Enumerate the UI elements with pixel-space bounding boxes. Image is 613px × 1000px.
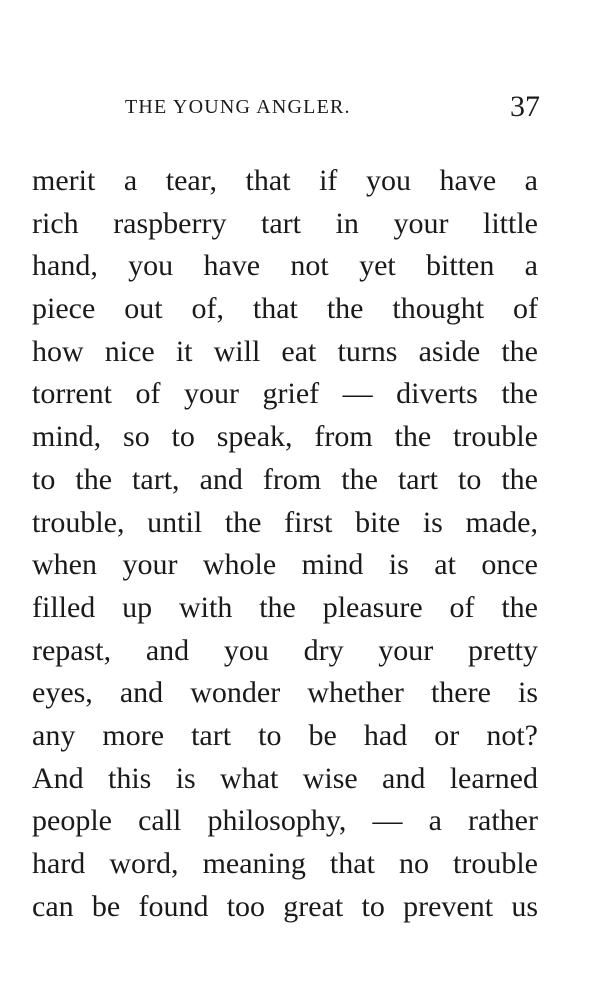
body-text [32,160,538,928]
text-line: merit a tear, that if you have a [32,164,538,197]
text-line: trouble, until the first bite is made, [32,505,538,539]
text-line: how nice it will eat turns aside the [32,334,538,368]
text-line: filled up with the pleasure of the [32,590,538,624]
text-line: hand, you have not yet bitten a [32,249,538,283]
text-line: piece out of, that the thought of [32,292,538,326]
text-line: when your whole mind is at once [32,548,538,582]
text-line: hard word, meaning that no trouble [32,847,538,880]
running-head [125,92,540,128]
text-line: can be found too great to prevent us [32,889,538,923]
text-line: And this is what wise and learned [32,761,538,795]
page-number: 37 [510,90,540,123]
text-line: mind, so to speak, from the trouble [32,420,538,454]
text-line: people call philosophy, — a rather [32,804,538,838]
text-line: repast, and you dry your pretty [32,633,538,667]
text-line: torrent of your grief — diverts the [32,377,538,411]
text-line: eyes, and wonder whether there is [32,676,538,710]
running-title: THE YOUNG ANGLER. [125,96,351,118]
text-line: to the tart, and from the tart to the [32,462,538,496]
text-line: rich raspberry tart in your little [32,206,538,240]
text-line: any more tart to be had or not? [32,718,538,752]
